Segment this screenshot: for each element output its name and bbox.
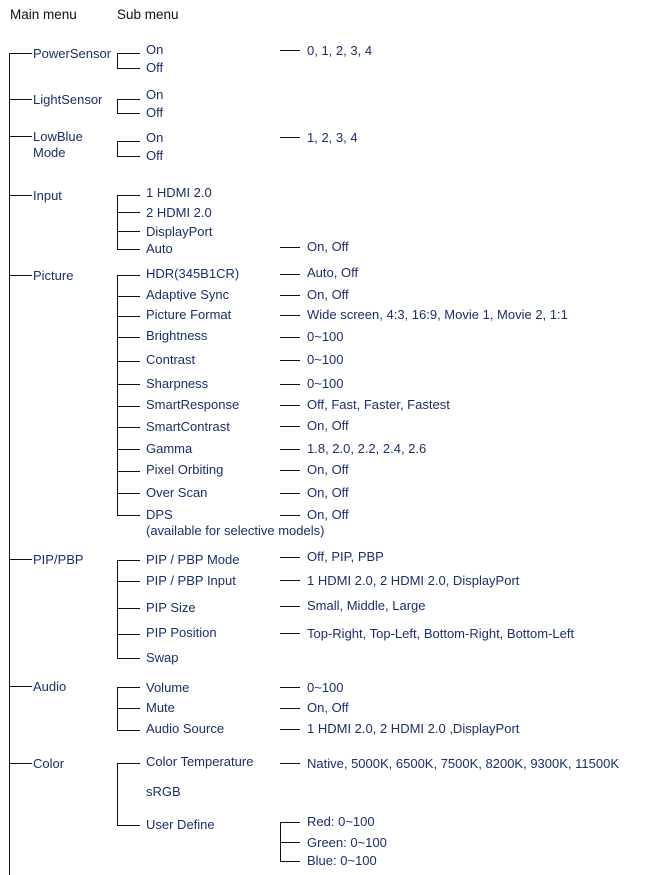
picture-gamma[interactable]: Gamma [146, 441, 193, 456]
lowblue-on-values: 1, 2, 3, 4 [307, 130, 358, 145]
pip-size-values: Small, Middle, Large [307, 598, 426, 613]
picture-pixel-orbiting-values: On, Off [307, 462, 349, 477]
user-define-red: Red: 0~100 [307, 814, 375, 829]
picture-smartcontrast[interactable]: SmartContrast [146, 419, 230, 434]
picture-dps[interactable]: DPS [146, 507, 173, 522]
main-menu-header: Main menu [10, 7, 77, 22]
menu-lowblue-line1[interactable]: LowBlue [33, 129, 83, 144]
pip-position-values: Top-Right, Top-Left, Bottom-Right, Bottom-Left [307, 626, 575, 641]
user-define-green: Green: 0~100 [307, 835, 387, 850]
menu-audio[interactable]: Audio [33, 679, 67, 694]
pip-mode[interactable]: PIP / PBP Mode [146, 552, 240, 567]
menu-lowblue-line2[interactable]: Mode [33, 145, 66, 160]
picture-over-scan[interactable]: Over Scan [146, 485, 208, 500]
menu-color[interactable]: Color [33, 756, 65, 771]
input-auto[interactable]: Auto [146, 241, 173, 256]
audio-mute[interactable]: Mute [146, 700, 175, 715]
picture-sharpness[interactable]: Sharpness [146, 376, 209, 391]
picture-smartresponse-values: Off, Fast, Faster, Fastest [307, 397, 450, 412]
powersensor-on[interactable]: On [146, 42, 164, 57]
picture-contrast-values: 0~100 [307, 352, 344, 367]
audio-source[interactable]: Audio Source [146, 721, 225, 736]
pip-swap[interactable]: Swap [146, 650, 179, 665]
picture-gamma-values: 1.8, 2.0, 2.2, 2.4, 2.6 [307, 441, 427, 456]
menu-input[interactable]: Input [33, 188, 62, 203]
picture-format-values: Wide screen, 4:3, 16:9, Movie 1, Movie 2, 1:1 [307, 307, 568, 322]
picture-sharpness-values: 0~100 [307, 376, 344, 391]
picture-pixel-orbiting[interactable]: Pixel Orbiting [146, 462, 224, 477]
color-user-define[interactable]: User Define [146, 817, 215, 832]
menu-pip-pbp[interactable]: PIP/PBP [33, 552, 84, 567]
lowblue-on[interactable]: On [146, 130, 164, 145]
picture-contrast[interactable]: Contrast [146, 352, 196, 367]
input-displayport[interactable]: DisplayPort [146, 224, 213, 239]
powersensor-on-values: 0, 1, 2, 3, 4 [307, 43, 373, 58]
pip-position[interactable]: PIP Position [146, 625, 217, 640]
picture-over-scan-values: On, Off [307, 485, 349, 500]
color-temperature[interactable]: Color Temperature [146, 754, 254, 769]
lowblue-off[interactable]: Off [146, 148, 164, 163]
picture-dps-note: (available for selective models) [146, 523, 325, 538]
audio-volume-values: 0~100 [307, 680, 344, 695]
pip-input[interactable]: PIP / PBP Input [146, 573, 236, 588]
picture-hdr-values: Auto, Off [307, 265, 359, 280]
user-define-blue: Blue: 0~100 [307, 853, 377, 868]
lightsensor-on[interactable]: On [146, 87, 164, 102]
picture-brightness-values: 0~100 [307, 329, 344, 344]
picture-hdr[interactable]: HDR(345B1CR) [146, 266, 240, 281]
audio-source-values: 1 HDMI 2.0, 2 HDMI 2.0 ,DisplayPort [307, 721, 520, 736]
color-temperature-values: Native, 5000K, 6500K, 7500K, 8200K, 9300K, 11500K [307, 756, 619, 771]
picture-smartcontrast-values: On, Off [307, 418, 349, 433]
sub-menu-header: Sub menu [117, 7, 179, 22]
powersensor-off[interactable]: Off [146, 60, 164, 75]
input-hdmi2[interactable]: 2 HDMI 2.0 [146, 205, 212, 220]
pip-size[interactable]: PIP Size [146, 600, 196, 615]
pip-mode-values: Off, PIP, PBP [307, 549, 384, 564]
pip-input-values: 1 HDMI 2.0, 2 HDMI 2.0, DisplayPort [307, 573, 520, 588]
input-auto-values: On, Off [307, 239, 349, 254]
menu-lightsensor[interactable]: LightSensor [33, 92, 103, 107]
picture-dps-values: On, Off [307, 507, 349, 522]
audio-volume[interactable]: Volume [146, 680, 190, 695]
menu-picture[interactable]: Picture [33, 268, 74, 283]
picture-smartresponse[interactable]: SmartResponse [146, 397, 240, 412]
lightsensor-off[interactable]: Off [146, 105, 164, 120]
color-srgb[interactable]: sRGB [146, 784, 181, 799]
audio-mute-values: On, Off [307, 700, 349, 715]
picture-adaptive-sync[interactable]: Adaptive Sync [146, 287, 230, 302]
input-hdmi1[interactable]: 1 HDMI 2.0 [146, 185, 212, 200]
picture-brightness[interactable]: Brightness [146, 328, 208, 343]
picture-adaptive-sync-values: On, Off [307, 287, 349, 302]
picture-format[interactable]: Picture Format [146, 307, 232, 322]
menu-powersensor[interactable]: PowerSensor [33, 46, 112, 61]
